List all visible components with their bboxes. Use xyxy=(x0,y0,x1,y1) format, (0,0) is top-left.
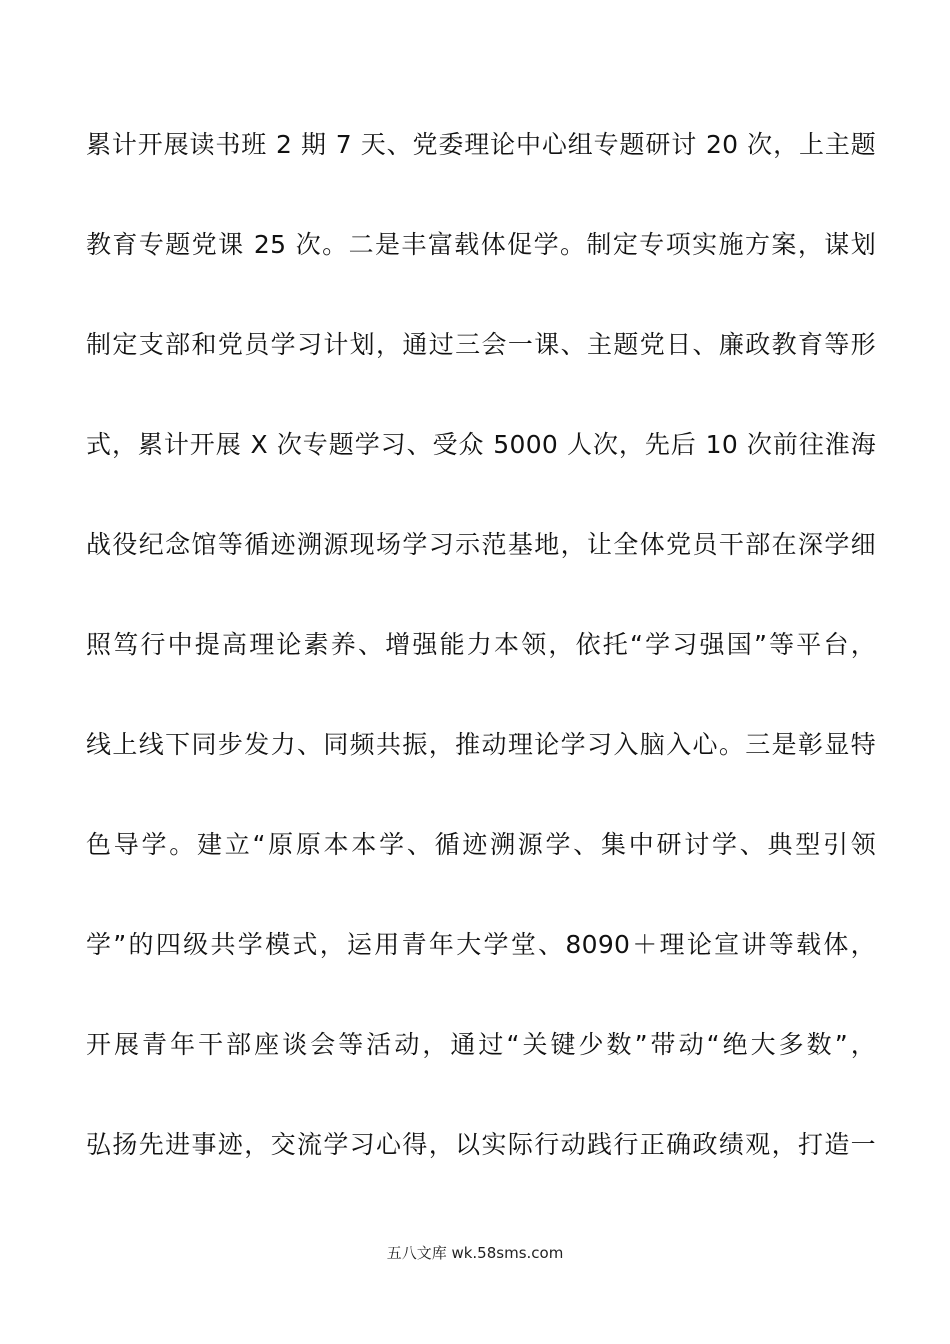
text-line: 制定支部和党员学习计划，通过三会一课、主题党日、廉政教育等形 xyxy=(86,330,876,359)
text-line: 照笃行中提高理论素养、增强能力本领，依托“学习强国”等平台， xyxy=(86,630,876,659)
text-line: 式，累计开展 X 次专题学习、受众 5000 人次，先后 10 次前往淮海 xyxy=(86,430,876,459)
text-line: 累计开展读书班 2 期 7 天、党委理论中心组专题研讨 20 次，上主题 xyxy=(86,130,876,159)
text-line: 学”的四级共学模式，运用青年大学堂、8090＋理论宣讲等载体， xyxy=(86,930,876,959)
text-line: 战役纪念馆等循迹溯源现场学习示范基地，让全体党员干部在深学细 xyxy=(86,530,876,559)
text-line: 色导学。建立“原原本本学、循迹溯源学、集中研讨学、典型引领 xyxy=(86,830,876,859)
text-line: 开展青年干部座谈会等活动，通过“关键少数”带动“绝大多数”， xyxy=(86,1030,876,1059)
text-line: 教育专题党课 25 次。二是丰富载体促学。制定专项实施方案，谋划 xyxy=(86,230,876,259)
footer-watermark: 五八文库 wk.58sms.com xyxy=(386,1244,564,1262)
body-paragraph xyxy=(86,120,876,1220)
text-line: 弘扬先进事迹，交流学习心得，以实际行动践行正确政绩观，打造一 xyxy=(86,1130,876,1159)
text-line: 线上线下同步发力、同频共振，推动理论学习入脑入心。三是彰显特 xyxy=(86,730,876,759)
